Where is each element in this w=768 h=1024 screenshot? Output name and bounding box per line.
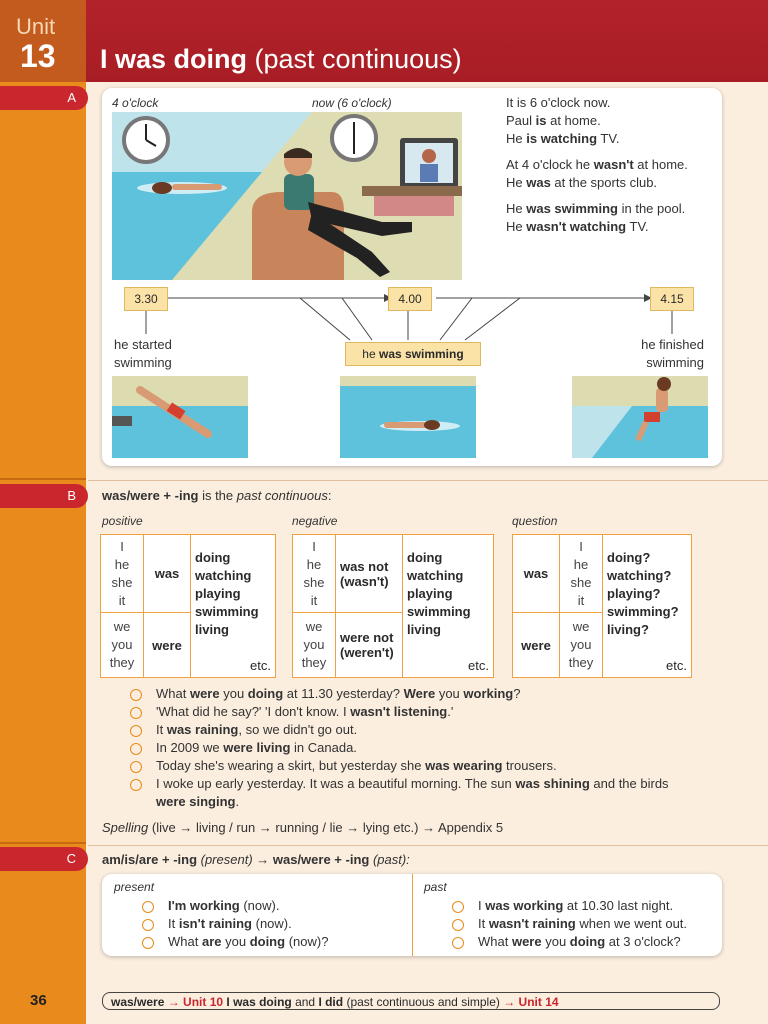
illustration-swimming-and-tv [112, 112, 462, 280]
example-2: 'What did he say?' 'I don't know. I wasn't listening.' [130, 703, 720, 721]
paragraph-now: It is 6 o'clock now. Paul is at home. He is watching TV. [506, 95, 620, 146]
section-label-b: B [0, 484, 88, 508]
picture-get-out [572, 376, 708, 458]
sidebar-block-a [0, 82, 86, 480]
example-4: In 2009 we were living in Canada. [130, 739, 720, 757]
circle-icon [142, 901, 154, 913]
ing-forms: doing watching playing swimming living etc. [191, 535, 276, 678]
circle-icon [452, 919, 464, 931]
panel-c-divider [412, 874, 413, 956]
verb-was-not: was not (wasn't) [336, 535, 403, 613]
circle-icon [130, 779, 142, 791]
pronouns-singular: I he she it [101, 535, 144, 613]
verb-were-not: were not (weren't) [336, 613, 403, 678]
title-bold: I was doing [100, 44, 248, 74]
table-negative: I he she it was not (wasn't) doing watching playing swimming living etc. we you they were not (weren't) [292, 534, 494, 678]
label-started: he started swimming [114, 337, 172, 370]
section-b-intro: was/were + -ing is the past continuous: [102, 488, 332, 503]
section-label-c: C [0, 847, 88, 871]
label-past: past [424, 880, 447, 894]
sidebar-block-b [0, 480, 86, 844]
verb-was: was [144, 535, 191, 613]
cross-reference-bar: was/were → Unit 10 I was doing and I did (past continuous and simple) → Unit 14 [102, 992, 720, 1010]
pronouns-plural: we you they [101, 613, 144, 678]
paragraph-swimming: He was swimming in the pool. He wasn't watching TV. [506, 201, 686, 234]
example-6-cont: were singing. [156, 794, 240, 809]
time-330: 3.30 [124, 287, 168, 311]
picture-swimming [340, 376, 476, 458]
label-question: question [512, 514, 558, 528]
time-415: 4.15 [650, 287, 694, 311]
example-list [130, 685, 720, 811]
circle-icon [130, 707, 142, 719]
divider-b [88, 480, 768, 481]
example-3: It was raining, so we didn't go out. [130, 721, 720, 739]
example-5: Today she's wearing a skirt, but yesterday she was wearing trousers. [130, 757, 720, 775]
circle-icon [142, 937, 154, 949]
circle-icon [130, 761, 142, 773]
page-number: 36 [30, 992, 47, 1009]
link-unit-10[interactable]: → Unit 10 [164, 995, 224, 1009]
link-unit-14[interactable]: → Unit 14 [503, 995, 559, 1009]
present-examples: I'm working (now). It isn't raining (now). What are you doing (now)? [142, 897, 328, 951]
divider-c [88, 845, 768, 846]
xref-was-were: was/were [111, 995, 165, 1009]
example-1: What were you doing at 11.30 yesterday? Were you working? [130, 685, 720, 703]
label-present: present [114, 880, 155, 894]
section-label-a: A [0, 86, 88, 110]
label-was-swimming: he was swimming [345, 342, 481, 366]
time-400: 4.00 [388, 287, 432, 311]
section-c-intro: am/is/are + -ing (present) → was/were + -ing (past): [102, 852, 410, 867]
circle-icon [130, 743, 142, 755]
unit-word: Unit [16, 14, 56, 39]
paragraph-4-oclock: At 4 o'clock he wasn't at home. He was at the sports club. [506, 157, 688, 190]
label-negative: negative [292, 514, 338, 528]
label-finished: he finished swimming [641, 337, 704, 370]
circle-icon [452, 901, 464, 913]
past-examples: I was working at 10.30 last night. It wasn't raining when we went out. What were you doing at 3 o'clock? [452, 897, 687, 951]
table-positive [100, 534, 276, 678]
picture-dive-in [112, 376, 248, 458]
example-6: I woke up early yesterday. It was a beautiful morning. The sun was shining and the birds [130, 775, 720, 793]
title-rest: (past continuous) [247, 44, 462, 74]
circle-icon [142, 919, 154, 931]
spelling-note: Spelling (live → living / run → running / lie → lying etc.) → Appendix 5 [102, 820, 504, 835]
page-title [100, 44, 462, 75]
circle-icon [452, 937, 464, 949]
circle-icon [130, 725, 142, 737]
circle-icon [130, 689, 142, 701]
verb-were: were [144, 613, 191, 678]
unit-number: 13 [20, 38, 56, 74]
caption-4-oclock: 4 o'clock [112, 96, 159, 110]
caption-now: now (6 o'clock) [312, 96, 392, 110]
label-positive: positive [102, 514, 143, 528]
table-question: was I he she it doing? watching? playing? swimming? living? etc. were we you they [512, 534, 692, 678]
